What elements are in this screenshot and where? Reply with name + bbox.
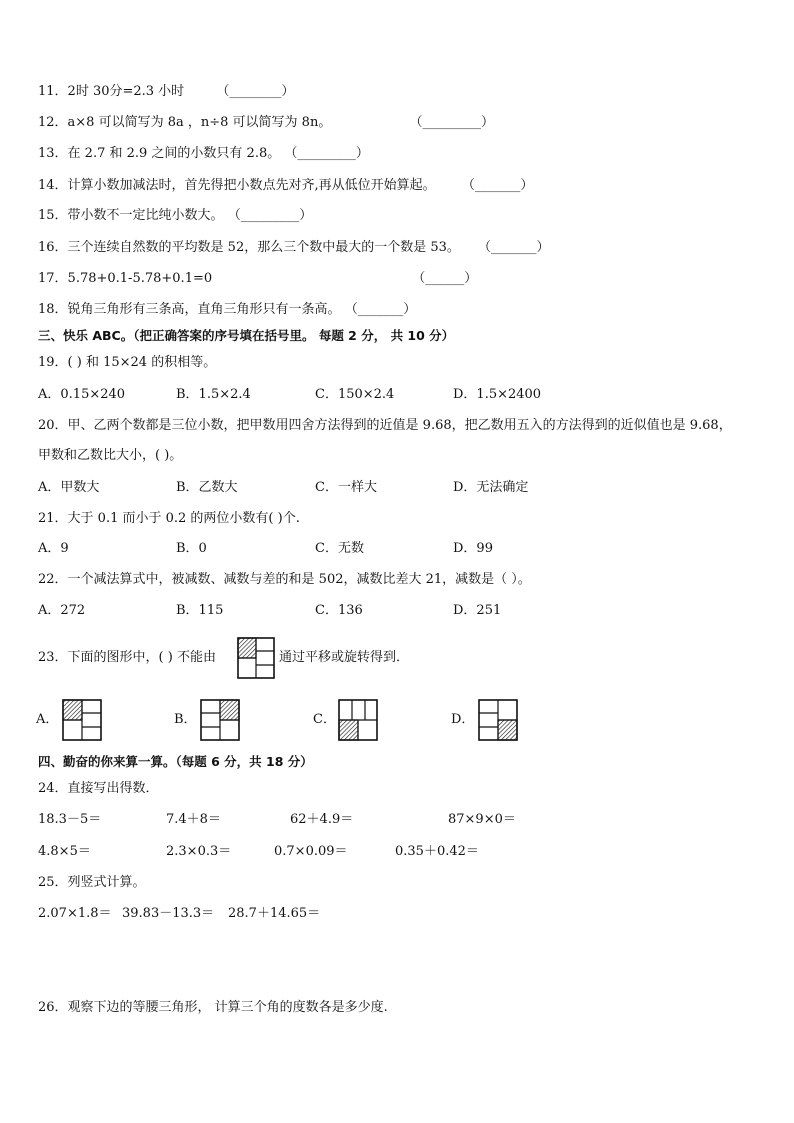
q23-option-b-label[interactable]: B． xyxy=(174,712,197,727)
q21-option-d[interactable]: D．99 xyxy=(453,541,493,556)
question-25-title: 25．列竖式计算。 xyxy=(38,875,146,890)
question-15-text: 15．带小数不一定比纯小数大。 xyxy=(38,208,224,223)
q20-option-c[interactable]: C．一样大 xyxy=(315,480,377,495)
q24-expr-7: 0.7×0.09＝ xyxy=(274,844,348,859)
q24-expr-1: 18.3－5＝ xyxy=(38,812,102,827)
q24-expr-8: 0.35＋0.42＝ xyxy=(395,844,479,859)
question-14 xyxy=(38,176,533,196)
q23-option-d-figure[interactable] xyxy=(478,699,518,741)
q23-option-a-label[interactable]: A． xyxy=(36,712,59,727)
q24-expr-5: 4.8×5＝ xyxy=(38,844,91,859)
question-18-text: 18．锐角三角形有三条高，直角三角形只有一条高。 xyxy=(38,302,341,317)
question-14-text: 14．计算小数加减法时，首先得把小数点先对齐,再从低位开始算起。 xyxy=(38,178,436,193)
section-3-title: 三、快乐 ABC。（把正确答案的序号填在括号里。 每题 2 分， 共 10 分） xyxy=(38,328,455,343)
q24-expr-2: 7.4＋8＝ xyxy=(166,812,221,827)
question-11 xyxy=(38,82,294,102)
question-24-title: 24．直接写出得数． xyxy=(38,781,159,796)
question-18 xyxy=(38,300,416,320)
q25-expr-1: 2.07×1.8＝ xyxy=(38,906,112,921)
q23-option-d-label[interactable]: D． xyxy=(451,712,475,727)
answer-blank-18[interactable]: （_______） xyxy=(344,302,417,317)
q25-expr-2: 39.83－13.3＝ xyxy=(122,906,215,921)
q23-option-b-figure[interactable] xyxy=(200,699,240,741)
q24-expr-6: 2.3×0.3＝ xyxy=(166,844,232,859)
question-13 xyxy=(38,144,369,164)
question-17 xyxy=(38,269,477,289)
q22-option-b[interactable]: B．115 xyxy=(176,603,224,618)
question-23-text-before: 23．下面的图形中，( ) 不能由 xyxy=(38,650,216,665)
q20-option-b[interactable]: B．乙数大 xyxy=(176,480,238,495)
question-16 xyxy=(38,238,550,258)
question-19-text: 19．( ) 和 15×24 的积相等。 xyxy=(38,355,217,370)
q21-option-a[interactable]: A．9 xyxy=(38,541,69,556)
question-15 xyxy=(38,206,312,226)
question-12-text: 12．a×8 可以简写为 8a ，n÷8 可以简写为 8n。 xyxy=(38,115,332,130)
question-11-text: 11．2时 30分=2.3 小时 xyxy=(38,84,185,99)
q22-option-a[interactable]: A．272 xyxy=(38,603,86,618)
answer-blank-17[interactable]: （______） xyxy=(412,271,478,286)
answer-blank-15[interactable]: （_________） xyxy=(227,208,313,223)
q19-option-d[interactable]: D．1.5×2400 xyxy=(453,387,542,402)
question-12 xyxy=(38,113,494,133)
question-21-text: 21．大于 0.1 而小于 0.2 的两位小数有( )个. xyxy=(38,511,300,526)
q21-option-c[interactable]: C．无数 xyxy=(315,541,364,556)
answer-blank-14[interactable]: （_______） xyxy=(461,178,534,193)
q19-option-a[interactable]: A．0.15×240 xyxy=(38,387,126,402)
question-20-line2: 甲数和乙数比大小，( )。 xyxy=(38,448,183,463)
q24-expr-3: 62＋4.9＝ xyxy=(290,812,354,827)
q20-option-d[interactable]: D．无法确定 xyxy=(453,480,529,495)
q25-expr-3: 28.7＋14.65＝ xyxy=(228,906,321,921)
q23-reference-figure xyxy=(237,637,275,679)
answer-blank-13[interactable]: （_________） xyxy=(284,146,369,161)
q23-option-c-figure[interactable] xyxy=(338,699,378,741)
question-13-text: 13．在 2.7 和 2.9 之间的小数只有 2.8。 xyxy=(38,146,281,161)
q22-option-d[interactable]: D．251 xyxy=(453,603,502,618)
q19-option-b[interactable]: B．1.5×2.4 xyxy=(176,387,251,402)
answer-blank-12[interactable]: （_________） xyxy=(409,115,494,130)
q22-option-c[interactable]: C．136 xyxy=(315,603,363,618)
question-23-text-after: 通过平移或旋转得到． xyxy=(279,650,410,665)
question-17-text: 17．5.78+0.1-5.78+0.1=0 xyxy=(38,271,213,286)
question-26-text: 26．观察下边的等腰三角形， 计算三个角的度数各是多少度. xyxy=(38,1000,388,1015)
q23-option-c-label[interactable]: C． xyxy=(313,712,336,727)
question-20-line1: 20．甲、乙两个数都是三位小数，把甲数用四舍方法得到的近值是 9.68，把乙数用五入的方法得到的近似值也是 9.68， xyxy=(38,418,732,433)
q24-expr-4: 87×9×0＝ xyxy=(448,812,516,827)
q23-option-a-figure[interactable] xyxy=(62,699,102,741)
section-4-title: 四、勤奋的你来算一算。（每题 6 分，共 18 分） xyxy=(38,754,313,769)
question-16-text: 16．三个连续自然数的平均数是 52，那么三个数中最大的一个数是 53。 xyxy=(38,240,460,255)
question-22-text: 22．一个减法算式中，被减数、减数与差的和是 502，减数比差大 21，减数是（ ）。 xyxy=(38,572,531,587)
q21-option-b[interactable]: B．0 xyxy=(176,541,207,556)
answer-blank-11[interactable]: （________） xyxy=(216,84,295,99)
q19-option-c[interactable]: C．150×2.4 xyxy=(315,387,395,402)
q20-option-a[interactable]: A．甲数大 xyxy=(38,480,100,495)
answer-blank-16[interactable]: （_______） xyxy=(478,240,550,255)
